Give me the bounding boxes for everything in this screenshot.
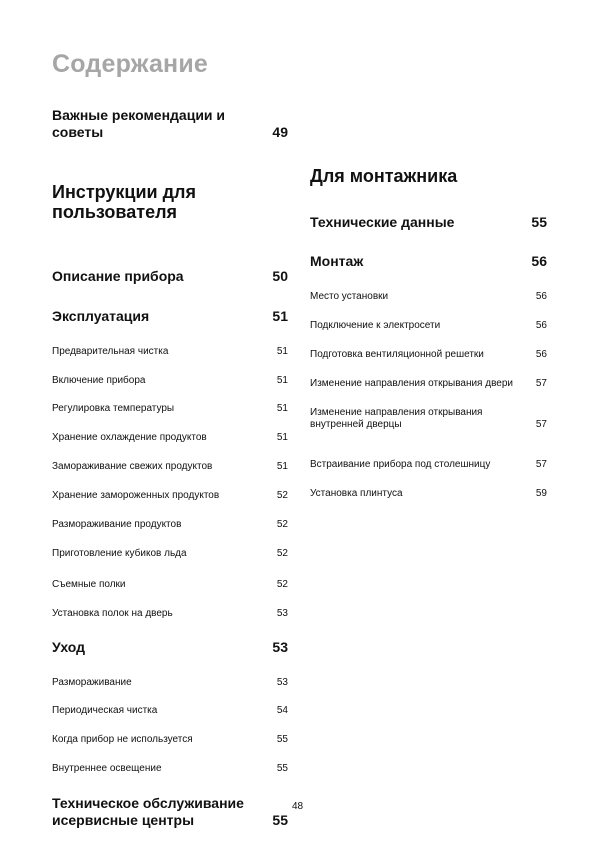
toc-subentry-page: 52	[276, 548, 288, 559]
toc-entry-label: Важные рекомендации и советы	[52, 107, 226, 140]
toc-subentry[interactable]	[52, 490, 288, 502]
toc-subentry-label: Размораживание продуктов	[52, 519, 182, 530]
toc-entry-page: 55	[531, 214, 547, 230]
toc-subentry-label: Хранение замороженных продуктов	[52, 490, 220, 501]
toc-subentry[interactable]	[310, 407, 547, 431]
toc-subentry-page: 51	[276, 346, 288, 357]
toc-subentry-page: 55	[276, 763, 288, 774]
toc-subentry-label: Периодическая чистка	[52, 705, 158, 716]
toc-subentry-page: 51	[276, 403, 288, 414]
toc-subentry-label: Замораживание свежих продуктов	[52, 461, 213, 472]
toc-right-column	[310, 0, 547, 499]
toc-subentry[interactable]	[52, 432, 288, 444]
toc-entry-page: 51	[272, 308, 288, 324]
toc-subentry-label: Место установки	[310, 291, 389, 302]
toc-subentry-page: 57	[535, 378, 547, 389]
toc-subentry-page: 51	[276, 375, 288, 386]
toc-subentry[interactable]	[310, 349, 547, 361]
toc-subentry-label: Подключение к электросети	[310, 320, 441, 331]
toc-subentry[interactable]	[310, 320, 547, 332]
toc-subentry-page: 53	[276, 677, 288, 688]
toc-subentry-page: 51	[276, 461, 288, 472]
toc-subentry[interactable]	[52, 519, 288, 531]
toc-subentry-label: Размораживание	[52, 677, 132, 688]
toc-subentry-page: 56	[535, 291, 547, 302]
toc-subentry-label: Приготовление кубиков льда	[52, 548, 187, 559]
toc-subentry-label: Предварительная чистка	[52, 346, 169, 357]
toc-subentry[interactable]	[52, 734, 288, 746]
toc-entry-page: 49	[272, 124, 288, 140]
section-heading-label: Инструкции для пользователя	[52, 182, 196, 222]
toc-subentry-page: 56	[535, 320, 547, 331]
toc-subentry-label: Установка плинтуса	[310, 488, 403, 499]
toc-subentry[interactable]	[52, 461, 288, 473]
toc-subentry[interactable]	[52, 677, 288, 689]
toc-entry-page: 56	[531, 253, 547, 269]
toc-subentry-page: 57	[535, 459, 547, 470]
toc-subentry[interactable]	[310, 378, 547, 390]
toc-subentry-label: Подготовка вентиляционной решетки	[310, 349, 484, 360]
section-heading-installer	[310, 166, 547, 186]
toc-subentry-label: Изменение направления открывания двери	[310, 378, 513, 389]
toc-entry-page: 55	[272, 812, 288, 828]
page-number: 48	[291, 801, 304, 812]
toc-subentry-label: Установка полок на дверь	[52, 608, 173, 619]
toc-subentry-page: 57	[535, 419, 547, 430]
page-title: Содержание	[52, 50, 209, 78]
toc-subentry[interactable]	[52, 548, 288, 560]
toc-entry-recommendations[interactable]	[52, 107, 288, 141]
toc-subentry[interactable]	[52, 608, 288, 620]
toc-subentry-page: 59	[535, 488, 547, 499]
toc-subentry-label: Съемные полки	[52, 579, 126, 590]
toc-entry-care[interactable]	[52, 639, 288, 656]
section-heading-user-instructions	[52, 182, 222, 222]
toc-subentry[interactable]	[52, 579, 288, 591]
toc-entry-label: Уход	[52, 639, 86, 655]
toc-subentry[interactable]	[52, 705, 288, 717]
toc-subentry[interactable]	[310, 459, 547, 471]
toc-entry-label: Монтаж	[310, 253, 364, 269]
toc-entry-label-line1: Техническое обслуживание	[52, 795, 244, 811]
toc-entry-page: 53	[272, 639, 288, 655]
toc-subentry-page: 52	[276, 519, 288, 530]
toc-entry-label: Эксплуатация	[52, 308, 150, 324]
toc-subentry-label: Регулировка температуры	[52, 403, 175, 414]
section-heading-label: Для монтажника	[310, 166, 458, 186]
toc-subentry-page: 56	[535, 349, 547, 360]
toc-subentry[interactable]	[310, 488, 547, 500]
toc-entry-page: 50	[272, 268, 288, 284]
toc-subentry-label: Встраивание прибора под столешницу	[310, 459, 491, 470]
toc-subentry-label: Хранение охлаждение продуктов	[52, 432, 207, 443]
toc-subentry[interactable]	[52, 375, 288, 387]
toc-entry-description[interactable]	[52, 268, 288, 285]
toc-subentry[interactable]	[310, 291, 547, 303]
toc-subentry[interactable]	[52, 403, 288, 415]
toc-entry-mounting[interactable]	[310, 253, 547, 270]
toc-subentry-page: 53	[276, 608, 288, 619]
toc-subentry[interactable]	[52, 346, 288, 358]
toc-subentry-page: 54	[276, 705, 288, 716]
toc-subentry-page: 55	[276, 734, 288, 745]
toc-entry-operation[interactable]	[52, 308, 288, 325]
toc-subentry-label: Включение прибора	[52, 375, 146, 386]
toc-entry-label-line2: исервисные центры	[52, 812, 195, 828]
toc-subentry-page: 52	[276, 490, 288, 501]
toc-entry-label: Описание прибора	[52, 268, 184, 284]
toc-left-column	[52, 0, 288, 828]
toc-entry-label: Технические данные	[310, 214, 455, 230]
toc-subentry-page: 51	[276, 432, 288, 443]
toc-subentry-page: 52	[276, 579, 288, 590]
toc-subentry[interactable]	[52, 763, 288, 775]
toc-subentry-label: Когда прибор не используется	[52, 734, 193, 745]
toc-entry-tech-data[interactable]	[310, 214, 547, 231]
toc-subentry-label: Изменение направления открывания внутренней дверцы	[310, 407, 483, 430]
toc-subentry-label: Внутреннее освещение	[52, 763, 162, 774]
